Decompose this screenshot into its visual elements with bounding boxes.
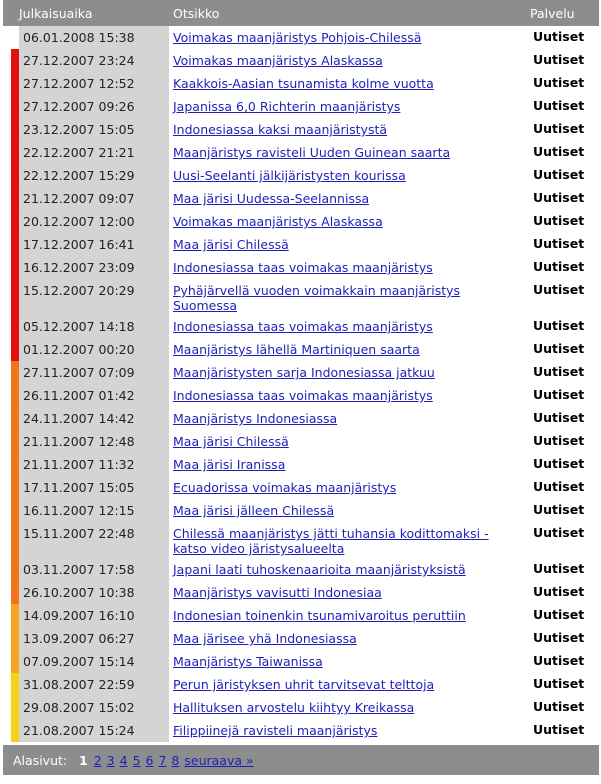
date-cell <box>19 187 169 210</box>
service-label: Uutiset <box>533 630 585 645</box>
date-cell <box>19 407 169 430</box>
published-date: 16.12.2007 23:09 <box>23 260 135 275</box>
service-label: Uutiset <box>533 52 585 67</box>
table-row <box>3 164 599 187</box>
service-label: Uutiset <box>533 561 585 576</box>
date-cell <box>19 141 169 164</box>
title-cell <box>173 503 518 518</box>
table-row <box>3 118 599 141</box>
service-label: Uutiset <box>533 410 585 425</box>
date-cell <box>19 453 169 476</box>
date-cell <box>19 627 169 650</box>
pagination-links <box>79 753 259 768</box>
title-cell <box>173 631 518 646</box>
article-link[interactable]: Japani laati tuhoskenaarioita maanjäristyksistä <box>173 562 466 577</box>
published-date: 23.12.2007 15:05 <box>23 122 135 137</box>
recency-marker <box>11 118 19 141</box>
table-row <box>3 430 599 453</box>
title-cell <box>173 342 518 357</box>
service-label: Uutiset <box>533 75 585 90</box>
date-cell <box>19 581 169 604</box>
title-cell <box>173 283 518 313</box>
date-cell <box>19 384 169 407</box>
service-label: Uutiset <box>533 167 585 182</box>
date-cell <box>19 256 169 279</box>
table-row <box>3 338 599 361</box>
table-row <box>3 233 599 256</box>
article-link[interactable]: Maanjäristysten sarja Indonesiassa jatkuu <box>173 365 435 380</box>
article-link[interactable]: Uusi-Seelanti jälkijäristysten kourissa <box>173 168 406 183</box>
title-cell <box>173 260 518 275</box>
title-cell <box>173 168 518 183</box>
published-date: 27.12.2007 09:26 <box>23 99 135 114</box>
published-date: 29.08.2007 15:02 <box>23 700 135 715</box>
date-cell <box>19 26 169 49</box>
published-date: 06.01.2008 15:38 <box>23 30 135 45</box>
article-link[interactable]: Maa järisi jälleen Chilessä <box>173 503 335 518</box>
published-date: 27.11.2007 07:09 <box>23 365 135 380</box>
recency-marker <box>11 719 19 742</box>
date-cell <box>19 361 169 384</box>
table-row <box>3 384 599 407</box>
page-link-6[interactable]: 6 <box>145 753 154 768</box>
service-label: Uutiset <box>533 479 585 494</box>
current-page: 1 <box>79 753 88 768</box>
title-cell <box>173 480 518 495</box>
recency-marker <box>11 141 19 164</box>
recency-marker <box>11 499 19 522</box>
recency-marker <box>11 650 19 673</box>
service-label: Uutiset <box>533 259 585 274</box>
service-label: Uutiset <box>533 98 585 113</box>
published-date: 26.11.2007 01:42 <box>23 388 135 403</box>
table-row <box>3 210 599 233</box>
table-row <box>3 141 599 164</box>
news-list-page <box>3 0 599 784</box>
article-link[interactable]: Voimakas maanjäristys Pohjois-Chilessä <box>173 30 422 45</box>
table-row <box>3 361 599 384</box>
title-cell <box>173 388 518 403</box>
article-link[interactable]: Indonesiassa kaksi maanjäristystä <box>173 122 388 137</box>
recency-marker <box>11 210 19 233</box>
published-date: 14.09.2007 16:10 <box>23 608 135 623</box>
article-link[interactable]: Indonesian toinenkin tsunamivaroitus peruttiin <box>173 608 466 623</box>
recency-marker <box>11 233 19 256</box>
page-link-7[interactable]: 7 <box>158 753 167 768</box>
table-row <box>3 627 599 650</box>
published-date: 22.12.2007 21:21 <box>23 145 135 160</box>
article-link[interactable]: Chilessä maanjäristys jätti tuhansia kodittomaksi - katso video järistysalueelta <box>173 526 489 556</box>
article-link[interactable]: Ecuadorissa voimakas maanjäristys <box>173 480 397 495</box>
date-cell <box>19 604 169 627</box>
title-cell <box>173 526 518 556</box>
recency-marker <box>11 558 19 581</box>
recency-marker <box>11 187 19 210</box>
service-label: Uutiset <box>533 236 585 251</box>
title-cell <box>173 53 518 68</box>
table-row <box>3 581 599 604</box>
service-label: Uutiset <box>533 607 585 622</box>
service-label: Uutiset <box>533 364 585 379</box>
date-cell <box>19 315 169 338</box>
recency-marker <box>11 430 19 453</box>
article-link[interactable]: Pyhäjärvellä vuoden voimakkain maanjäristys Suomessa <box>173 283 461 313</box>
article-link[interactable]: Indonesiassa taas voimakas maanjäristys <box>173 388 433 403</box>
article-link[interactable]: Maa järisi Uudessa-Seelannissa <box>173 191 370 206</box>
recency-marker <box>11 627 19 650</box>
table-row <box>3 72 599 95</box>
recency-marker <box>11 696 19 719</box>
date-cell <box>19 673 169 696</box>
service-label: Uutiset <box>533 387 585 402</box>
title-cell <box>173 677 518 692</box>
page-link-2[interactable]: 2 <box>93 753 102 768</box>
published-date: 15.11.2007 22:48 <box>23 526 135 541</box>
published-date: 01.12.2007 00:20 <box>23 342 135 357</box>
table-row <box>3 315 599 338</box>
table-row <box>3 256 599 279</box>
table-row <box>3 476 599 499</box>
published-date: 21.12.2007 09:07 <box>23 191 135 206</box>
column-header-title[interactable]: Otsikko <box>173 6 220 21</box>
title-cell <box>173 99 518 114</box>
title-cell <box>173 191 518 206</box>
article-link[interactable]: Japanissa 6,0 Richterin maanjäristys <box>173 99 401 114</box>
title-cell <box>173 654 518 669</box>
table-row <box>3 696 599 719</box>
table-row <box>3 453 599 476</box>
table-row <box>3 95 599 118</box>
article-link[interactable]: Indonesiassa taas voimakas maanjäristys <box>173 319 433 334</box>
recency-marker <box>11 407 19 430</box>
article-link[interactable]: Maanjäristys Taiwanissa <box>173 654 323 669</box>
published-date: 05.12.2007 14:18 <box>23 319 135 334</box>
column-header-service[interactable]: Palvelu <box>530 6 575 21</box>
recency-marker <box>11 315 19 338</box>
recency-marker <box>11 49 19 72</box>
table-row <box>3 604 599 627</box>
title-cell <box>173 608 518 623</box>
published-date: 27.12.2007 12:52 <box>23 76 135 91</box>
date-cell <box>19 118 169 141</box>
page-link-8[interactable]: 8 <box>171 753 180 768</box>
recency-marker <box>11 453 19 476</box>
service-label: Uutiset <box>533 722 585 737</box>
date-cell <box>19 164 169 187</box>
article-link[interactable]: Filippiinejä ravisteli maanjäristys <box>173 723 378 738</box>
published-date: 20.12.2007 12:00 <box>23 214 135 229</box>
page-link-3[interactable]: 3 <box>106 753 115 768</box>
article-link[interactable]: Kaakkois-Aasian tsunamista kolme vuotta <box>173 76 434 91</box>
service-label: Uutiset <box>533 29 585 44</box>
service-label: Uutiset <box>533 653 585 668</box>
service-label: Uutiset <box>533 213 585 228</box>
recency-marker <box>11 673 19 696</box>
date-cell <box>19 522 169 558</box>
published-date: 21.11.2007 12:48 <box>23 434 135 449</box>
title-cell <box>173 214 518 229</box>
table-row <box>3 558 599 581</box>
date-cell <box>19 499 169 522</box>
date-cell <box>19 696 169 719</box>
service-label: Uutiset <box>533 144 585 159</box>
title-cell <box>173 723 518 738</box>
article-link[interactable]: Maa järisi Chilessä <box>173 237 289 252</box>
title-cell <box>173 411 518 426</box>
title-cell <box>173 30 518 45</box>
service-label: Uutiset <box>533 676 585 691</box>
article-link[interactable]: Hallituksen arvostelu kiihtyy Kreikassa <box>173 700 415 715</box>
recency-marker <box>11 522 19 558</box>
title-cell <box>173 585 518 600</box>
table-row <box>3 187 599 210</box>
published-date: 27.12.2007 23:24 <box>23 53 135 68</box>
title-cell <box>173 700 518 715</box>
service-label: Uutiset <box>533 456 585 471</box>
recency-marker <box>11 476 19 499</box>
service-label: Uutiset <box>533 121 585 136</box>
article-link[interactable]: Maa järisi Chilessä <box>173 434 289 449</box>
service-label: Uutiset <box>533 699 585 714</box>
table-row <box>3 499 599 522</box>
recency-marker <box>11 256 19 279</box>
published-date: 15.12.2007 20:29 <box>23 283 135 298</box>
date-cell <box>19 719 169 742</box>
service-label: Uutiset <box>533 584 585 599</box>
published-date: 21.11.2007 11:32 <box>23 457 135 472</box>
recency-marker <box>11 95 19 118</box>
recency-marker <box>11 361 19 384</box>
date-cell <box>19 95 169 118</box>
recency-marker <box>11 384 19 407</box>
published-date: 03.11.2007 17:58 <box>23 562 135 577</box>
date-cell <box>19 49 169 72</box>
service-label: Uutiset <box>533 190 585 205</box>
title-cell <box>173 434 518 449</box>
recency-marker <box>11 604 19 627</box>
recency-marker <box>11 164 19 187</box>
date-cell <box>19 279 169 315</box>
table-row <box>3 522 599 558</box>
table-row <box>3 650 599 673</box>
article-link[interactable]: Maanjäristys vavisutti Indonesiaa <box>173 585 382 600</box>
published-date: 17.12.2007 16:41 <box>23 237 135 252</box>
service-label: Uutiset <box>533 282 585 297</box>
date-cell <box>19 210 169 233</box>
article-link[interactable]: Maa järisi Iranissa <box>173 457 286 472</box>
date-cell <box>19 233 169 256</box>
date-cell <box>19 650 169 673</box>
service-label: Uutiset <box>533 341 585 356</box>
title-cell <box>173 237 518 252</box>
table-row <box>3 279 599 315</box>
article-link[interactable]: Maanjäristys Indonesiassa <box>173 411 338 426</box>
table-row <box>3 673 599 696</box>
published-date: 16.11.2007 12:15 <box>23 503 135 518</box>
published-date: 31.08.2007 22:59 <box>23 677 135 692</box>
recency-marker <box>11 72 19 95</box>
published-date: 21.08.2007 15:24 <box>23 723 135 738</box>
column-header-date[interactable]: Julkaisuaika <box>19 6 93 21</box>
page-link-5[interactable]: 5 <box>132 753 141 768</box>
published-date: 22.12.2007 15:29 <box>23 168 135 183</box>
service-label: Uutiset <box>533 433 585 448</box>
table-row <box>3 26 599 49</box>
published-date: 26.10.2007 10:38 <box>23 585 135 600</box>
date-cell <box>19 72 169 95</box>
title-cell <box>173 457 518 472</box>
date-cell <box>19 338 169 361</box>
published-date: 24.11.2007 14:42 <box>23 411 135 426</box>
date-cell <box>19 476 169 499</box>
table-row <box>3 719 599 742</box>
table-header <box>3 0 599 26</box>
next-page-link[interactable]: seuraava » <box>184 753 254 768</box>
article-link[interactable]: Perun järistyksen uhrit tarvitsevat telttoja <box>173 677 435 692</box>
title-cell <box>173 562 518 577</box>
published-date: 17.11.2007 15:05 <box>23 480 135 495</box>
service-label: Uutiset <box>533 502 585 517</box>
article-link[interactable]: Maanjäristys ravisteli Uuden Guinean saarta <box>173 145 451 160</box>
pagination-label: Alasivut: <box>13 753 68 768</box>
article-link[interactable]: Maanjäristys lähellä Martiniquen saarta <box>173 342 420 357</box>
title-cell <box>173 145 518 160</box>
date-cell <box>19 430 169 453</box>
page-link-4[interactable]: 4 <box>119 753 128 768</box>
service-label: Uutiset <box>533 525 585 540</box>
recency-marker <box>11 338 19 361</box>
title-cell <box>173 76 518 91</box>
published-date: 13.09.2007 06:27 <box>23 631 135 646</box>
date-cell <box>19 558 169 581</box>
article-link[interactable]: Maa järisee yhä Indonesiassa <box>173 631 357 646</box>
article-link[interactable]: Voimakas maanjäristys Alaskassa <box>173 53 383 68</box>
table-row <box>3 407 599 430</box>
recency-marker <box>11 279 19 315</box>
title-cell <box>173 319 518 334</box>
published-date: 07.09.2007 15:14 <box>23 654 135 669</box>
article-link[interactable]: Voimakas maanjäristys Alaskassa <box>173 214 383 229</box>
table-row <box>3 49 599 72</box>
article-link[interactable]: Indonesiassa taas voimakas maanjäristys <box>173 260 433 275</box>
title-cell <box>173 365 518 380</box>
pagination-bar <box>3 745 599 775</box>
title-cell <box>173 122 518 137</box>
recency-marker <box>11 581 19 604</box>
service-label: Uutiset <box>533 318 585 333</box>
